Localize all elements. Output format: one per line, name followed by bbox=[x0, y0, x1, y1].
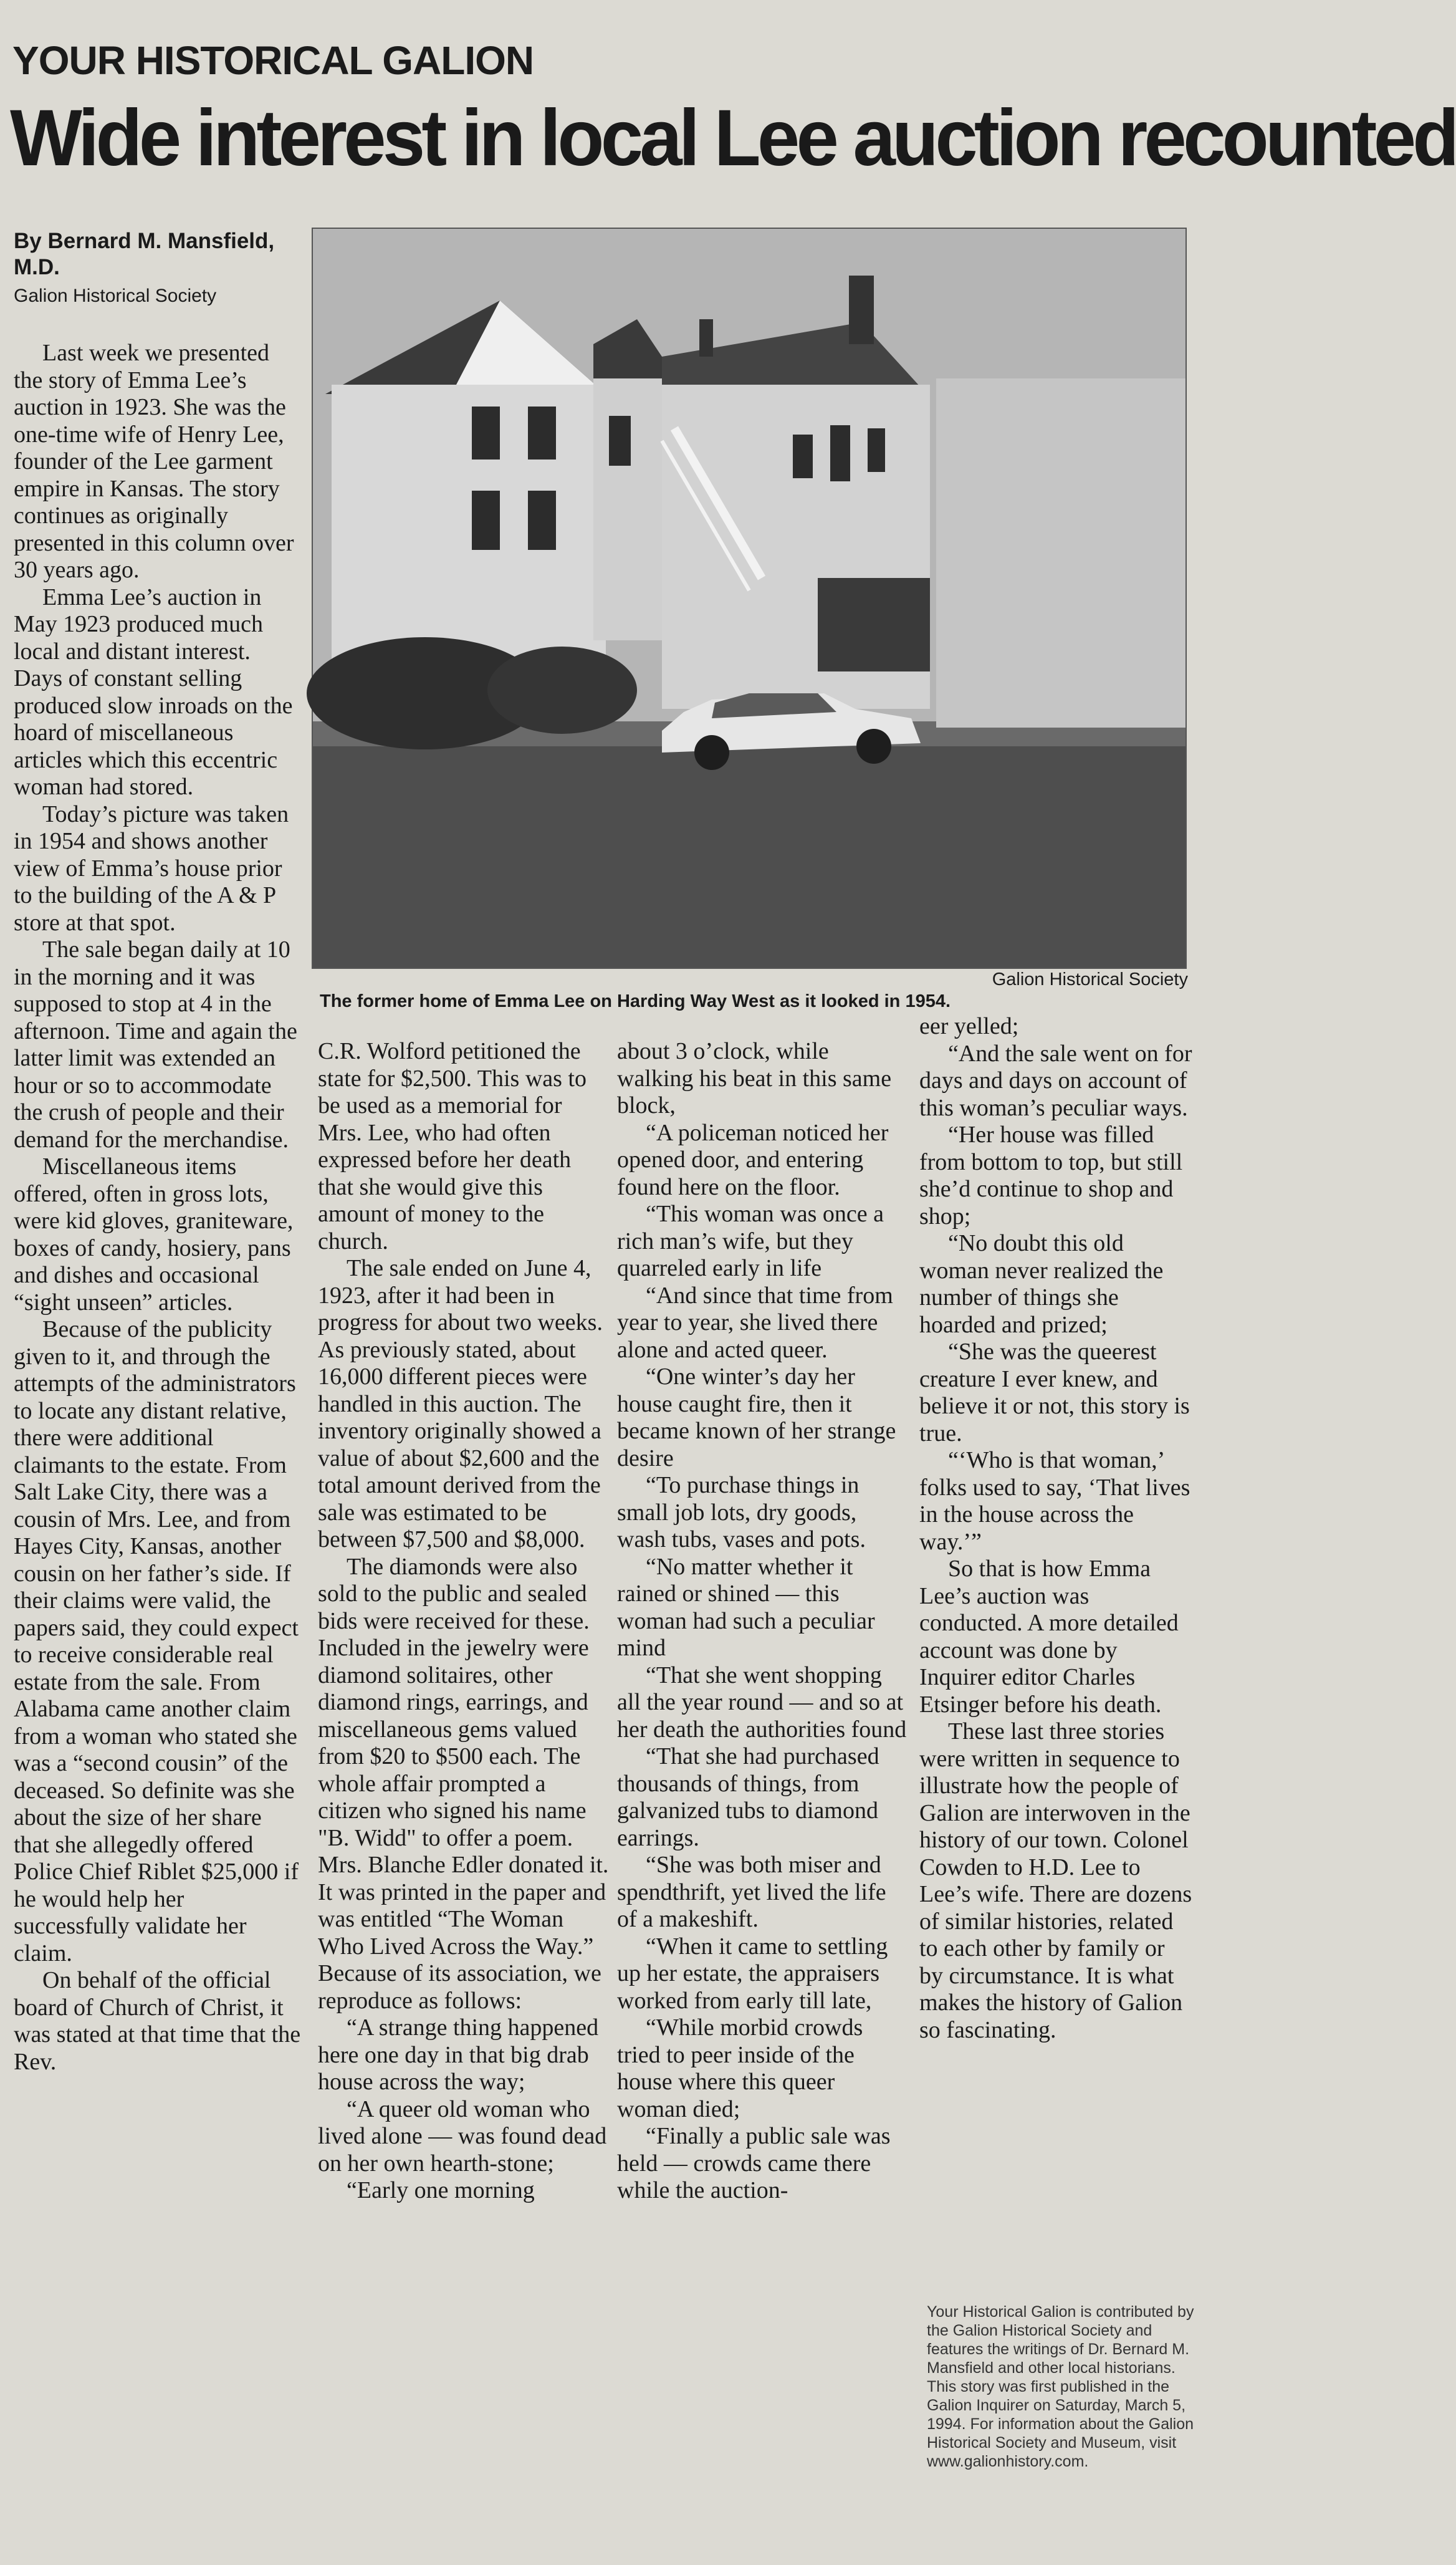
paragraph: The sale began daily at 10 in the morning and it was supposed to stop at 4 in the afternoon. Time and again the latter limit was extended an hour or so to accommodate the crush of people and their demand for the merchandise. bbox=[14, 936, 297, 1153]
paragraph: Miscellaneous items offered, often in gross lots, were kid gloves, graniteware, boxes of candy, hosiery, pans and dishes and occasional “sight unseen” articles. bbox=[14, 1153, 294, 1316]
author-name: By Bernard M. Mansfield, bbox=[14, 229, 275, 253]
author-credential: M.D. bbox=[14, 255, 60, 279]
house-photo-image bbox=[313, 229, 1185, 968]
photo-credit: Galion Historical Society bbox=[992, 970, 1188, 989]
poem-stanza: “That she went shopping all the year round — and so at her death the authorities found bbox=[617, 1662, 907, 1743]
poem-stanza: “No matter whether it rained or shined — this woman had such a peculiar mind bbox=[617, 1553, 875, 1661]
article-column-3 bbox=[617, 1038, 910, 2205]
paragraph: On behalf of the official board of Church of Christ, it was stated at that time that the Rev. bbox=[14, 1967, 301, 2075]
photo-caption: The former home of Emma Lee on Harding Way West as it looked in 1954. bbox=[320, 991, 951, 1011]
paragraph: C.R. Wolford petitioned the state for $2,500. This was to be used as a memorial for Mrs. Lee, who had often expressed before her death that she would give this amount of money to the church. bbox=[318, 1038, 587, 1254]
poem-stanza: “No doubt this old woman never realized the number of things she hoarded and prized; bbox=[919, 1230, 1164, 1338]
author-organization: Galion Historical Society bbox=[14, 286, 217, 306]
poem-stanza: “To purchase things in small job lots, dry goods, wash tubs, vases and pots. bbox=[617, 1472, 866, 1552]
paragraph: The sale ended on June 4, 1923, after it had been in progress for about two weeks. As previously stated, about 16,000 different pieces were handled in this auction. The inventory originally showed a value of about $2,600 and the total amount derived from the sale was estimated to be between $7,500 and $8,000. bbox=[318, 1255, 603, 1552]
article-column-4 bbox=[919, 1013, 1194, 2044]
poem-stanza: “That she had purchased thousands of things, from galvanized tubs to diamond earrings. bbox=[617, 1743, 879, 1851]
poem-stanza: “A policeman noticed her opened door, and entering found here on the floor. bbox=[617, 1119, 889, 1200]
poem-stanza: “And the sale went on for days and days on account of this woman’s peculiar ways. bbox=[919, 1040, 1192, 1121]
poem-stanza: “Finally a public sale was held — crowds came there while the auction- bbox=[617, 2123, 891, 2203]
paragraph: Because of the publicity given to it, and through the attempts of the administrators to locate any distant relative, there were additional claimants to the estate. From Salt Lake City, there was a cousin of Mrs. Lee, and from Hayes City, Kansas, another cousin on her father’s side. If their claims were valid, the papers said, they could expect to receive considerable real estate from the sale. From Alabama came another claim from a woman who stated she was a “second cousin” of the deceased. So definite was she about the size of her share that she allegedly offered Police Chief Riblet $25,000 if he would help her successfully validate her claim. bbox=[14, 1316, 299, 1966]
headline: Wide interest in local Lee auction recounted bbox=[10, 94, 1456, 183]
poem-stanza: “A strange thing happened here one day in that big drab house across the way; bbox=[318, 2014, 599, 2095]
poem-stanza: “One winter’s day her house caught fire, then it became known of her strange desire bbox=[617, 1364, 896, 1471]
paragraph: Last week we presented the story of Emma Lee’s auction in 1923. She was the one-time wife of Henry Lee, founder of the Lee garment empire in Kansas. The story continues as originally presented in this column over 30 years ago. bbox=[14, 340, 294, 583]
poem-stanza: “This woman was once a rich man’s wife, but they quarreled early in life bbox=[617, 1201, 884, 1281]
paragraph: These last three stories were written in sequence to illustrate how the people of Galion are interwoven in the history of our town. Colonel Cowden to H.D. Lee to Lee’s wife. There are dozens of similar histories, related to each other by family or by circumstance. It is what makes the history of Galion so fascinating. bbox=[919, 1718, 1192, 2043]
paragraph: So that is how Emma Lee’s auction was conducted. A more detailed account was done by Inquirer editor Charles Etsinger before his death. bbox=[919, 1556, 1179, 1718]
section-kicker: YOUR HISTORICAL GALION bbox=[12, 38, 534, 83]
article-column-2 bbox=[318, 1038, 611, 2205]
poem-stanza: “‘Who is that woman,’ folks used to say, ‘That lives in the house across the way.’” bbox=[919, 1447, 1190, 1555]
poem-stanza: “A queer old woman who lived alone — was found dead on her own hearth-stone; bbox=[318, 2096, 607, 2177]
article-column-1 bbox=[14, 340, 302, 2076]
poem-stanza: eer yelled; bbox=[919, 1013, 1019, 1039]
house-photo bbox=[312, 228, 1187, 969]
paragraph: Today’s picture was taken in 1954 and shows another view of Emma’s house prior to the building of the A & P store at that spot. bbox=[14, 801, 289, 936]
byline bbox=[14, 228, 307, 307]
poem-stanza: “When it came to settling up her estate, the appraisers worked from early till late, bbox=[617, 1933, 888, 2014]
poem-stanza: about 3 o’clock, while walking his beat in this same block, bbox=[617, 1038, 892, 1119]
poem-stanza: “She was the queerest creature I ever knew, and believe it or not, this story is true. bbox=[919, 1339, 1190, 1446]
poem-stanza: “And since that time from year to year, she lived there alone and acted queer. bbox=[617, 1282, 893, 1363]
contributor-note: Your Historical Galion is contributed by the Galion Historical Society and features the writings of Dr. Bernard M. Mansfield and other local historians. This story was first published in the Galion Inquirer on Saturday, March 5, 1994. For information about the Galion Historical Society and Museum, visit www.galionhistory.com. bbox=[927, 2303, 1194, 2470]
paragraph: Emma Lee’s auction in May 1923 produced much local and distant interest. Days of constant selling produced slow inroads on the hoard of miscellaneous articles which this eccentric woman had stored. bbox=[14, 584, 293, 800]
poem-stanza: “Her house was filled from bottom to top, but still she’d continue to shop and shop; bbox=[919, 1122, 1183, 1230]
poem-stanza: “While morbid crowds tried to peer inside of the house where this queer woman died; bbox=[617, 2014, 863, 2122]
poem-stanza: “She was both miser and spendthrift, yet lived the life of a makeshift. bbox=[617, 1852, 886, 1932]
paragraph: The diamonds were also sold to the public and sealed bids were received for these. Included in the jewelry were diamond solitaires, other diamond rings, earrings, and miscellaneous gems valued from $20 to $500 each. The whole affair prompted a citizen who signed his name "B. Widd" to offer a poem. Mrs. Blanche Edler donated it. It was printed in the paper and was entitled “The Woman Who Lived Across the Way.” Because of its association, we reproduce as follows: bbox=[318, 1553, 609, 2014]
poem-stanza: “Early one morning bbox=[347, 2177, 535, 2203]
